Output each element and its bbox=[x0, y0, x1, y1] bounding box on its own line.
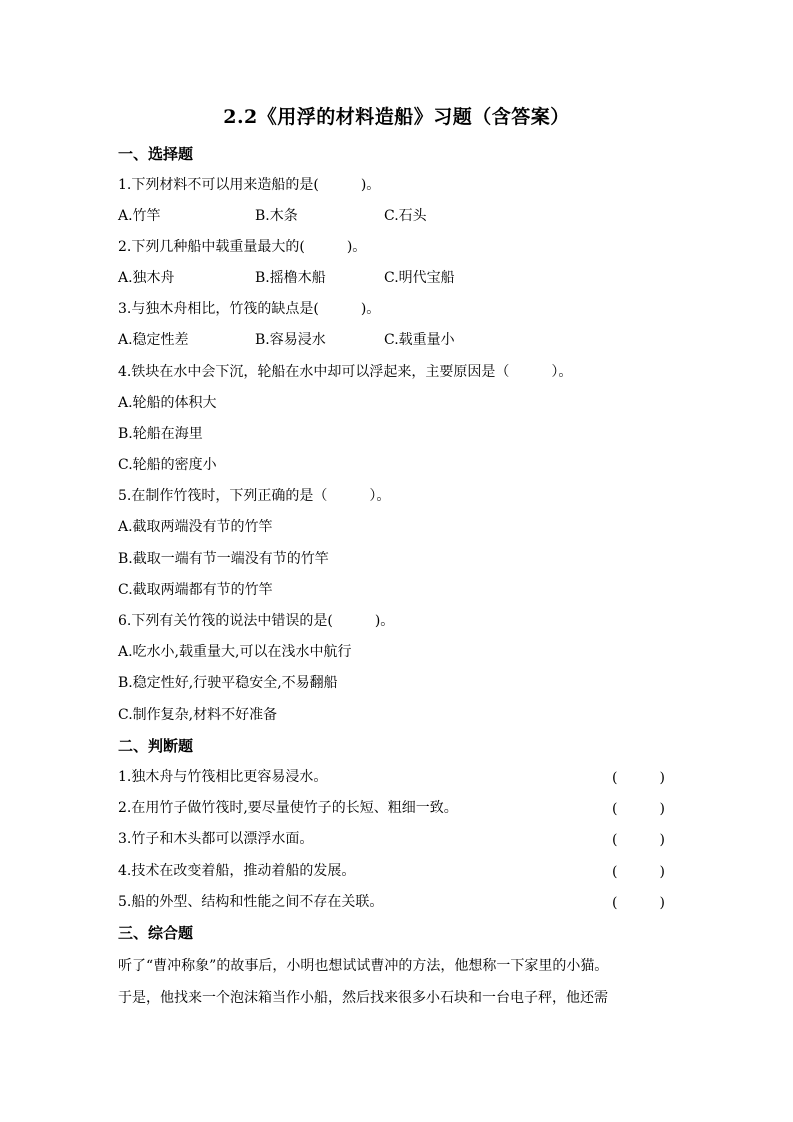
judgement-item: 3.竹子和木头都可以漂浮水面。 bbox=[118, 831, 314, 847]
option-a: A.截取两端没有节的竹竿 bbox=[118, 519, 273, 535]
option-a: A.轮船的体积大 bbox=[118, 395, 217, 411]
option-b: B.木条 bbox=[255, 208, 298, 224]
answer-blank: ( ) bbox=[612, 801, 665, 817]
option-a: A.稳定性差 bbox=[118, 332, 189, 348]
question-stem: 6.下列有关竹筏的说法中错误的是( )。 bbox=[118, 613, 395, 629]
option-b: B.摇橹木船 bbox=[255, 270, 326, 286]
question-stem: 2.下列几种船中载重量最大的( )。 bbox=[118, 239, 367, 255]
question-stem: 5.在制作竹筏时，下列正确的是（ ）。 bbox=[118, 488, 391, 504]
section-heading-comprehensive: 三、综合题 bbox=[118, 924, 194, 942]
option-b: B.容易浸水 bbox=[255, 332, 326, 348]
question-stem: 4.铁块在水中会下沉，轮船在水中却可以浮起来，主要原因是（ ）。 bbox=[118, 364, 573, 380]
option-b: B.截取一端有节一端没有节的竹竿 bbox=[118, 551, 329, 567]
option-c: C.轮船的密度小 bbox=[118, 457, 217, 473]
answer-blank: ( ) bbox=[612, 895, 665, 911]
option-b: B.轮船在海里 bbox=[118, 426, 203, 442]
option-a: A.独木舟 bbox=[118, 270, 175, 286]
judgement-item: 5.船的外型、结构和性能之间不存在关联。 bbox=[118, 894, 384, 910]
page-title: 2.2《用浮的材料造船》习题（含答案） bbox=[223, 106, 570, 128]
option-c: C.载重量小 bbox=[384, 332, 455, 348]
section-heading-judgement: 二、判断题 bbox=[118, 737, 194, 755]
question-stem: 3.与独木舟相比，竹筏的缺点是( )。 bbox=[118, 301, 381, 317]
option-c: C.石头 bbox=[384, 208, 427, 224]
option-a: A.竹竿 bbox=[118, 208, 161, 224]
question-stem: 1.下列材料不可以用来造船的是( )。 bbox=[118, 177, 381, 193]
option-c: C.明代宝船 bbox=[384, 270, 455, 286]
answer-blank: ( ) bbox=[612, 770, 665, 786]
answer-blank: ( ) bbox=[612, 832, 665, 848]
option-c: C.制作复杂,材料不好准备 bbox=[118, 707, 278, 723]
section-heading-choice: 一、选择题 bbox=[118, 145, 194, 163]
paragraph-line: 听了“曹冲称象”的故事后，小明也想试试曹冲的方法，他想称一下家里的小猫。 bbox=[118, 958, 609, 974]
answer-blank: ( ) bbox=[612, 864, 665, 880]
option-c: C.截取两端都有节的竹竿 bbox=[118, 582, 273, 598]
option-b: B.稳定性好,行驶平稳安全,不易翻船 bbox=[118, 675, 338, 691]
judgement-item: 2.在用竹子做竹筏时,要尽量使竹子的长短、粗细一致。 bbox=[118, 800, 458, 816]
judgement-item: 4.技术在改变着船，推动着船的发展。 bbox=[118, 863, 356, 879]
paragraph-line: 于是，他找来一个泡沫箱当作小船，然后找来很多小石块和一台电子秤，他还需 bbox=[118, 990, 608, 1006]
judgement-item: 1.独木舟与竹筏相比更容易浸水。 bbox=[118, 769, 328, 785]
option-a: A.吃水小,载重量大,可以在浅水中航行 bbox=[118, 644, 352, 660]
